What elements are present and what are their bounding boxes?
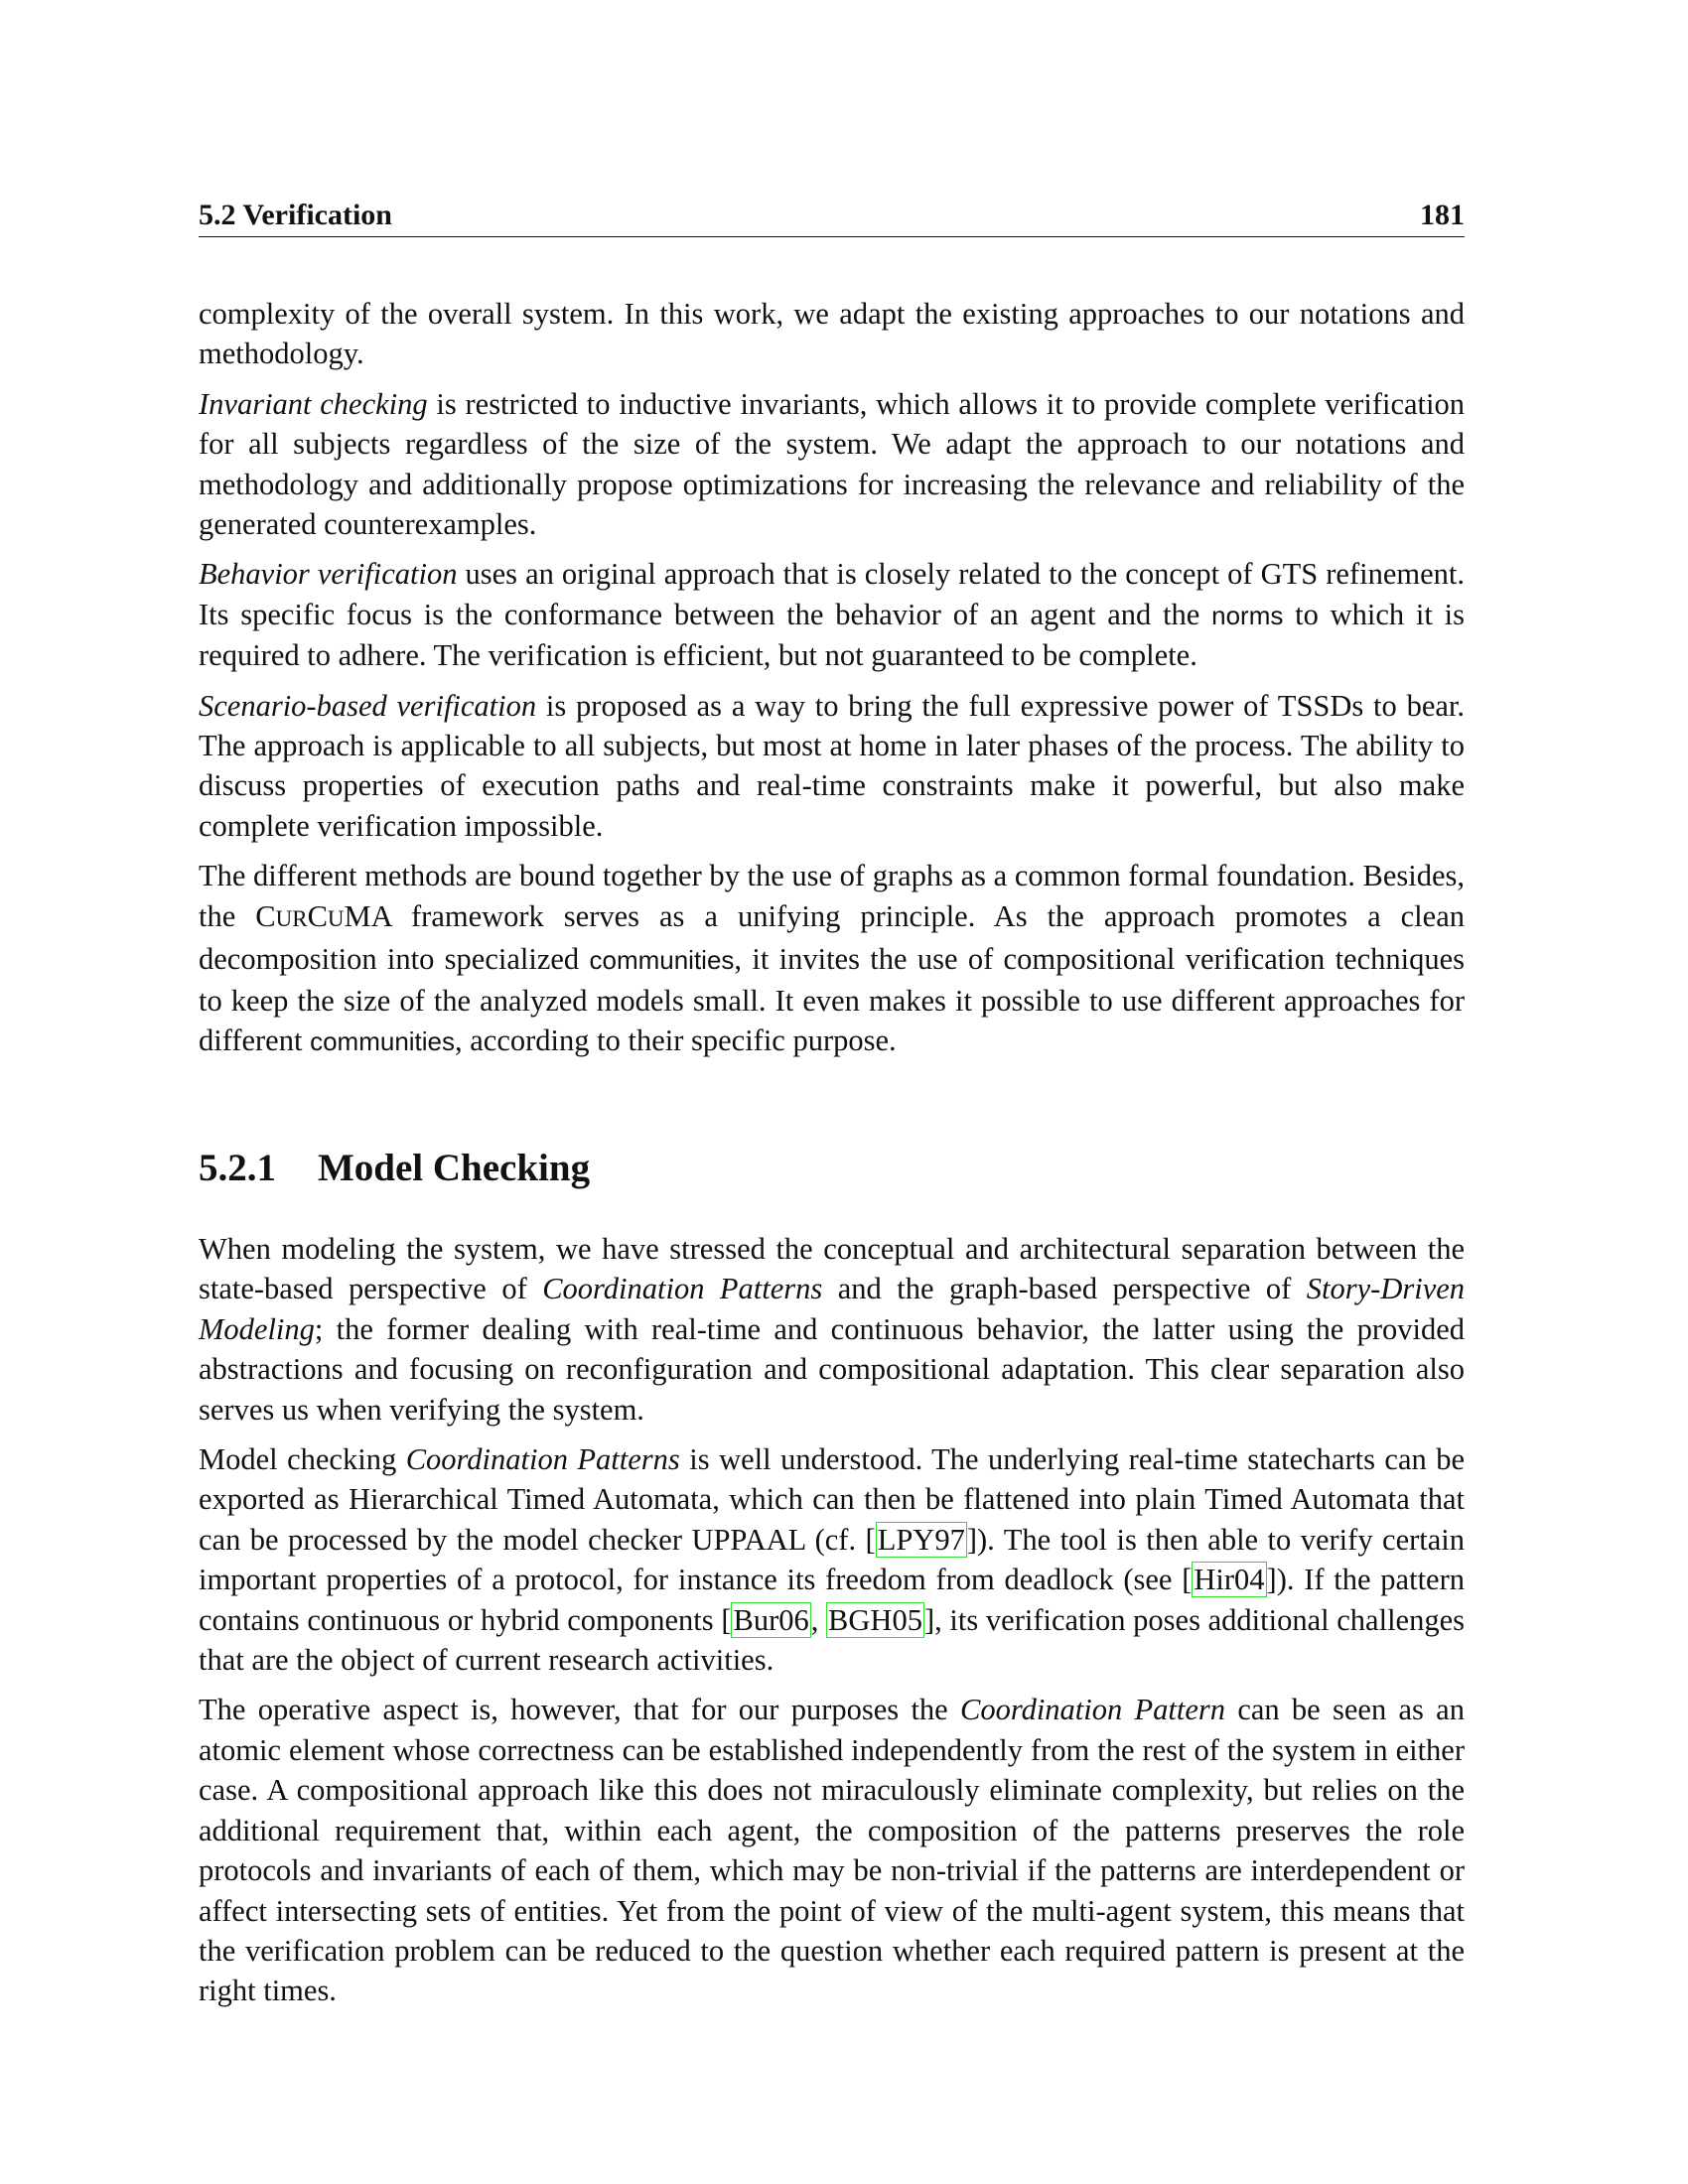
citation-link-bgh05[interactable]: BGH05 — [828, 1602, 922, 1637]
paragraph-text: The operative aspect is, however, that for our purposes the — [199, 1693, 960, 1727]
paragraph-text: is proposed as a way to bring the full expressive power of TSSDs to bear. The approach is applicable to all subjects, but most at home in later phases of the process. The ability to discuss properties of execution paths and real-time constraints make it powerful, but also make complete verification impossible. — [199, 688, 1465, 843]
paragraph-continuation — [199, 294, 1465, 374]
paragraph-text: , it invites the use of compositional verification techniques to keep the size of the analyzed models small. It even makes it possible to use different approaches for different — [199, 942, 1466, 1057]
model-checking-text-block — [199, 1229, 1465, 2021]
term-behavior-verification: Behavior verification — [199, 557, 458, 592]
paragraph-model-checking-patterns — [199, 1439, 1465, 1680]
paragraph-scenario-based-verification — [199, 686, 1465, 847]
paragraph-text: and the graph-based perspective of — [822, 1272, 1307, 1306]
term-norms: norms — [1211, 600, 1284, 630]
term-coordination-patterns: Coordination Patterns — [542, 1272, 823, 1306]
paragraph-text: The different methods are bound together by the use of graphs as a common formal foundation. Besides, the — [199, 859, 1466, 933]
page-header — [199, 195, 1465, 237]
paragraph-text: framework serves as a unifying principle. As the approach promotes a clean decomposition into specialized — [199, 898, 1465, 977]
paragraph-text: ]). If the pattern contains continuous or hybrid components [ — [199, 1563, 1465, 1637]
paragraph-text: can be seen as an atomic element whose correctness can be established independently from the rest of the system in either case. A compositional approach like this does not miraculously eliminate complexity, but relies on the additional requirement that, within each agent, the composition of the patterns preserves the role protocols and invariants of each of them, which may be non-trivial if the patterns are interdependent or affect intersecting sets of entities. Yet from the point of view of the multi-agent system, this means that the verification problem can be reduced to the question whether each required pattern is present at the right times. — [199, 1693, 1465, 2008]
curcuma-letters: U — [327, 905, 345, 931]
paragraph-text: ; the former dealing with real-time and continuous behavior, the latter using the provided abstractions and focusing on reconfiguration and compositional adaptation. This clear separation also serves us when verifying the system. — [199, 1311, 1465, 1427]
paragraph-methods-summary — [199, 856, 1465, 1061]
paragraph-text: ]). The tool is then able to verify certain important properties of a protocol, for instance its freedom from deadlock (see [ — [199, 1522, 1466, 1597]
page-number: 181 — [1420, 199, 1465, 231]
citation-separator: , — [810, 1602, 827, 1637]
term-coordination-patterns: Coordination Patterns — [405, 1442, 680, 1477]
curcuma-letter: C — [307, 898, 328, 933]
paragraph-text: Model checking — [199, 1442, 406, 1477]
paragraph-text: to which it is required to adhere. The verification is efficient, but not guaranteed to be complete. — [199, 597, 1465, 673]
paragraph-text: , according to their specific purpose. — [455, 1023, 897, 1057]
term-story-driven-modeling: Story-Driven Modeling — [199, 1272, 1466, 1346]
paragraph-text: is restricted to inductive invariants, which allows it to provide complete verification for all subjects regardless of the size of the system. We adapt the approach to our notations and methodology and additionally propose optimizations for increasing the relevance and reliability of the generated counterexamples. — [199, 386, 1465, 542]
term-coordination-pattern: Coordination Pattern — [960, 1693, 1226, 1727]
curcuma-name — [255, 899, 391, 933]
subsection-number: 5.2.1 — [199, 1147, 276, 1189]
paragraph-invariant-checking — [199, 384, 1465, 545]
paragraph-operative-aspect — [199, 1690, 1465, 2010]
curcuma-letters: UR — [275, 905, 308, 931]
paragraph-behavior-verification — [199, 554, 1465, 675]
term-scenario-based-verification: Scenario-based verification — [199, 688, 537, 723]
paragraph-text: complexity of the overall system. In this work, we adapt the existing approaches to our notations and methodology. — [199, 297, 1465, 371]
term-invariant-checking: Invariant checking — [199, 386, 428, 421]
curcuma-letter: C — [255, 898, 276, 933]
paragraph-text: uses an original approach that is closely related to the concept of GTS refinement. Its specific focus is the conformance between the behavior of an agent and the — [199, 557, 1465, 631]
paragraph-text: is well understood. The underlying real-time statecharts can be exported as Hierarchical Timed Automata, which can then be flattened into plain Timed Automata that can be processed by the model checker UPPAAL (cf. [ — [199, 1442, 1466, 1557]
subsection-heading — [199, 1144, 590, 1193]
paragraph-text: ], its verification poses additional challenges that are the object of current research activities. — [199, 1602, 1465, 1678]
term-communities: communities — [589, 945, 735, 976]
citation-link-bur06[interactable]: Bur06 — [733, 1602, 809, 1637]
intro-text-block — [199, 294, 1465, 1071]
paragraph-text: When modeling the system, we have stressed the conceptual and architectural separation between the state-based perspective of — [199, 1232, 1465, 1306]
running-section-title: 5.2 Verification — [199, 199, 392, 231]
citation-link-hir04[interactable]: Hir04 — [1194, 1563, 1265, 1597]
paragraph-modeling-separation — [199, 1229, 1465, 1430]
curcuma-letters: MA — [344, 898, 391, 933]
subsection-title: Model Checking — [318, 1147, 591, 1189]
citation-link-lpy97[interactable]: LPY97 — [877, 1522, 965, 1557]
term-communities: communities — [310, 1025, 456, 1056]
